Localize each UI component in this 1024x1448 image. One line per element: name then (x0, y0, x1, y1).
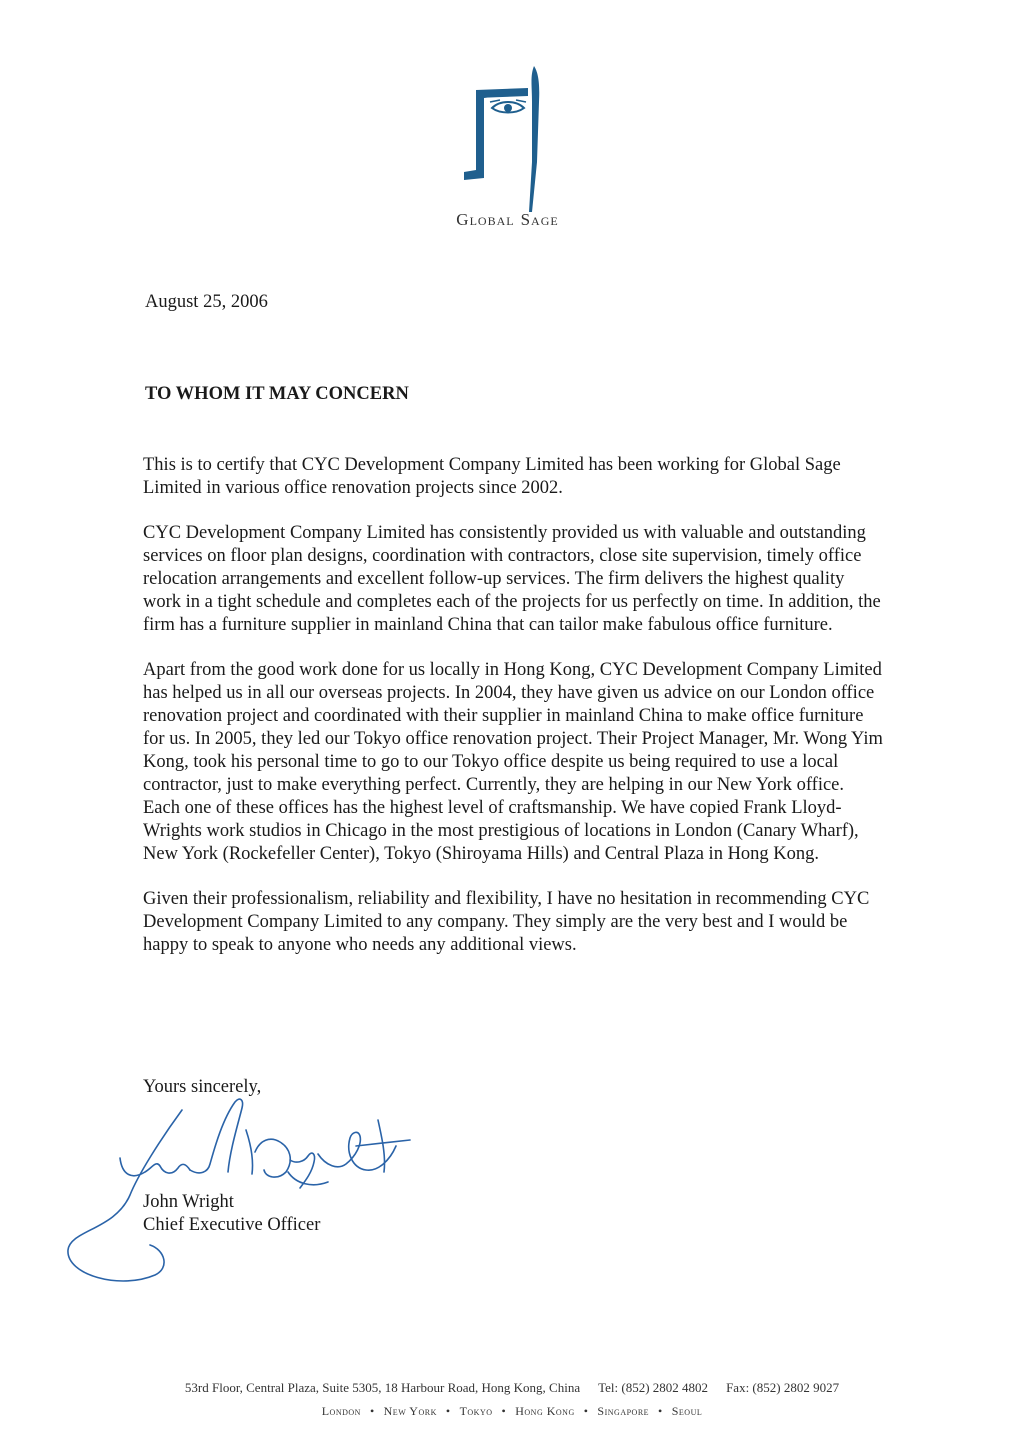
separator-dot-icon: • (445, 1404, 451, 1418)
city-singapore: Singapore (597, 1404, 650, 1418)
city-hong-kong: Hong Kong (515, 1404, 575, 1418)
footer-tel: Tel: (852) 2802 4802 (598, 1380, 709, 1395)
global-sage-logo-icon (440, 62, 580, 232)
separator-dot-icon: • (658, 1404, 663, 1418)
city-seoul: Seoul (671, 1404, 703, 1418)
footer-fax: Fax: (852) 2802 9027 (726, 1380, 840, 1395)
footer-address-line (0, 1380, 1024, 1396)
separator-dot-icon: • (369, 1404, 375, 1418)
paragraph-3: Apart from the good work done for us locally in Hong Kong, CYC Development Company Limited has helped us in all our overseas projects. In 2004, they have given us advice on our London office renovation project and coordinated with their supplier in mainland China to make office furniture for us. In 2005, they led our Tokyo office renovation project. Their Project Manager, Mr. Wong Yim Kong, took his personal time to go to our Tokyo office despite us being required to use a local contractor, just to make everything perfect. Currently, they are helping in our New York office. Each one of these offices has the highest level of craftsmanship. We have copied Frank Lloyd-Wrights work studios in Chicago in the most prestigious of locations in London (Canary Wharf), New York (Rockefeller Center), Tokyo (Shiroyama Hills) and Central Plaza in Hong Kong. (143, 660, 883, 864)
salutation: TO WHOM IT MAY CONCERN (145, 384, 409, 404)
handwritten-signature-icon (60, 1080, 420, 1290)
city-new-york: New York (383, 1404, 437, 1418)
signer-name: John Wright (143, 1192, 234, 1212)
separator-dot-icon: • (583, 1404, 589, 1418)
city-london: London (321, 1404, 361, 1418)
footer-address: 53rd Floor, Central Plaza, Suite 5305, 18 Harbour Road, Hong Kong, China (184, 1380, 581, 1395)
separator-dot-icon: • (501, 1404, 507, 1418)
footer-cities (0, 1404, 1024, 1419)
paragraph-2: CYC Development Company Limited has consistently provided us with valuable and outstanding services on floor plan designs, coordination with contractors, close site supervision, timely office relocation arrangements and excellent follow-up services. The firm delivers the highest quality work in a tight schedule and completes each of the projects for us perfectly on time. In addition, the firm has a furniture supplier in mainland China that can tailor make fabulous office furniture. (143, 523, 881, 635)
signer-title: Chief Executive Officer (143, 1215, 321, 1235)
wordmark-right: Sage (520, 210, 559, 229)
wordmark-left: Global (456, 210, 515, 229)
paragraph-4: Given their professionalism, reliability and flexibility, I have no hesitation in recommending CYC Development Company Limited to any company. They simply are the very best and I would be happy to speak to anyone who needs any additional views. (143, 889, 870, 955)
company-wordmark (400, 210, 615, 230)
signer-block (143, 1191, 320, 1237)
city-tokyo: Tokyo (459, 1404, 493, 1418)
closing: Yours sincerely, (143, 1077, 262, 1097)
letter-body (143, 454, 883, 979)
letter-date: August 25, 2006 (145, 292, 268, 312)
paragraph-1: This is to certify that CYC Development Company Limited has been working for Global Sage Limited in various office renovation projects since 2002. (143, 455, 841, 498)
